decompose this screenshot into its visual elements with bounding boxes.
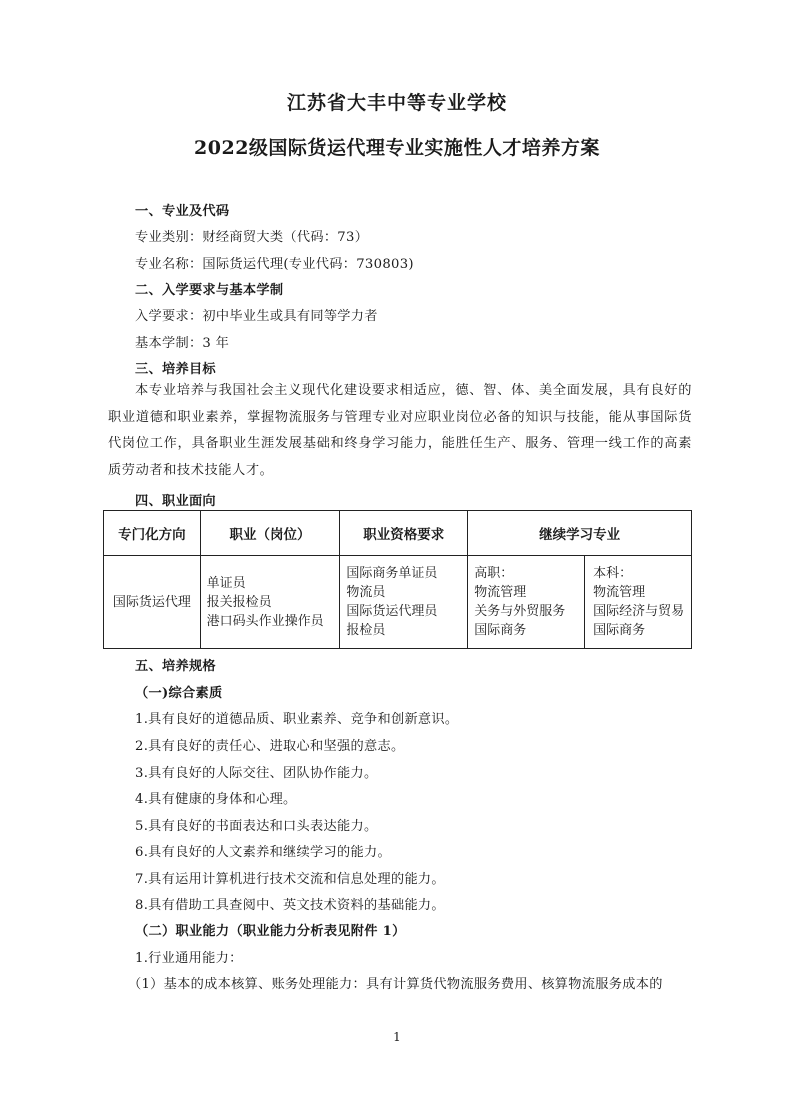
study-duration: 基本学制：3 年 (135, 336, 230, 351)
section-heading-objective: 三、培养目标 (135, 362, 216, 377)
header-certificate: 职业资格要求 (340, 511, 468, 556)
major-category: 专业类别：财经商贸大类（代码：73） (135, 230, 369, 245)
study-item: 物流管理 (593, 585, 646, 600)
cell-direction: 国际货运代理 (104, 556, 201, 649)
header-further-study: 继续学习专业 (468, 511, 692, 556)
plan-title: 2022级国际货运代理专业实施性人才培养方案 (194, 137, 600, 159)
list-item: 6.具有良好的人文素养和继续学习的能力。 (135, 845, 391, 860)
ability-item: （1）基本的成本核算、账务处理能力：具有计算货代物流服务费用、核算物流服务成本的 (128, 977, 663, 992)
study-item: 物流管理 (474, 585, 527, 600)
study-item: 高职： (474, 566, 514, 581)
admission-requirement: 入学要求：初中毕业生或具有同等学力者 (135, 309, 378, 324)
job-item: 报关报检员 (206, 594, 272, 610)
career-table (103, 510, 692, 649)
major-name: 专业名称：国际货运代理(专业代码：730803) (135, 257, 414, 272)
list-item: 5.具有良好的书面表达和口头表达能力。 (135, 819, 378, 834)
list-item: 2.具有良好的责任心、进取心和坚强的意志。 (135, 739, 405, 754)
header-job: 职业（岗位） (200, 511, 340, 556)
page-number: 1 (393, 1030, 401, 1044)
section-heading-major: 一、专业及代码 (135, 204, 230, 219)
study-item: 本科： (593, 566, 633, 581)
study-item: 国际商务 (593, 623, 646, 638)
header-direction: 专门化方向 (104, 511, 201, 556)
list-item: 4.具有健康的身体和心理。 (135, 792, 297, 807)
certificate-item: 报检员 (346, 623, 386, 638)
section-heading-career: 四、职业面向 (135, 494, 216, 509)
list-item: 7.具有运用计算机进行技术交流和信息处理的能力。 (135, 872, 445, 887)
cell-certificates (340, 556, 468, 649)
table-header-row (104, 511, 692, 556)
study-item: 国际商务 (474, 623, 527, 638)
study-item: 关务与外贸服务 (474, 604, 566, 619)
section-heading-spec: 五、培养规格 (135, 659, 216, 674)
certificate-item: 国际货运代理员 (346, 604, 438, 619)
subheading-quality: （一)综合素质 (135, 686, 223, 701)
study-item: 国际经济与贸易 (593, 604, 685, 619)
job-item: 单证员 (206, 575, 246, 591)
certificate-item: 国际商务单证员 (346, 566, 438, 581)
school-name: 江苏省大丰中等专业学校 (286, 92, 507, 114)
objective-paragraph: 本专业培养与我国社会主义现代化建设要求相适应，德、智、体、美全面发展，具有良好的职业道德和职业素养，掌握物流服务与管理专业对应职业岗位必备的知识与技能，能从事国际货代岗位工作，具备职业生涯发展基础和终身学习能力，能胜任生产、服务、管理一线工作的高素质劳动者和技术技能人才。 (108, 383, 692, 478)
subheading-ability: （二）职业能力（职业能力分析表见附件 1） (135, 924, 406, 939)
cell-higher-vocational (468, 556, 585, 649)
list-item: 3.具有良好的人际交往、团队协作能力。 (135, 766, 378, 781)
section-heading-admission: 二、入学要求与基本学制 (135, 283, 284, 298)
list-item: 1.具有良好的道德品质、职业素养、竞争和创新意识。 (135, 712, 459, 727)
job-item: 港口码头作业操作员 (206, 613, 324, 629)
certificate-item: 物流员 (346, 585, 386, 600)
cell-undergraduate (585, 556, 692, 649)
general-ability: 1.行业通用能力： (135, 951, 243, 966)
list-item: 8.具有借助工具查阅中、英文技术资料的基础能力。 (135, 898, 445, 913)
cell-jobs (200, 556, 340, 649)
table-row (104, 556, 692, 649)
